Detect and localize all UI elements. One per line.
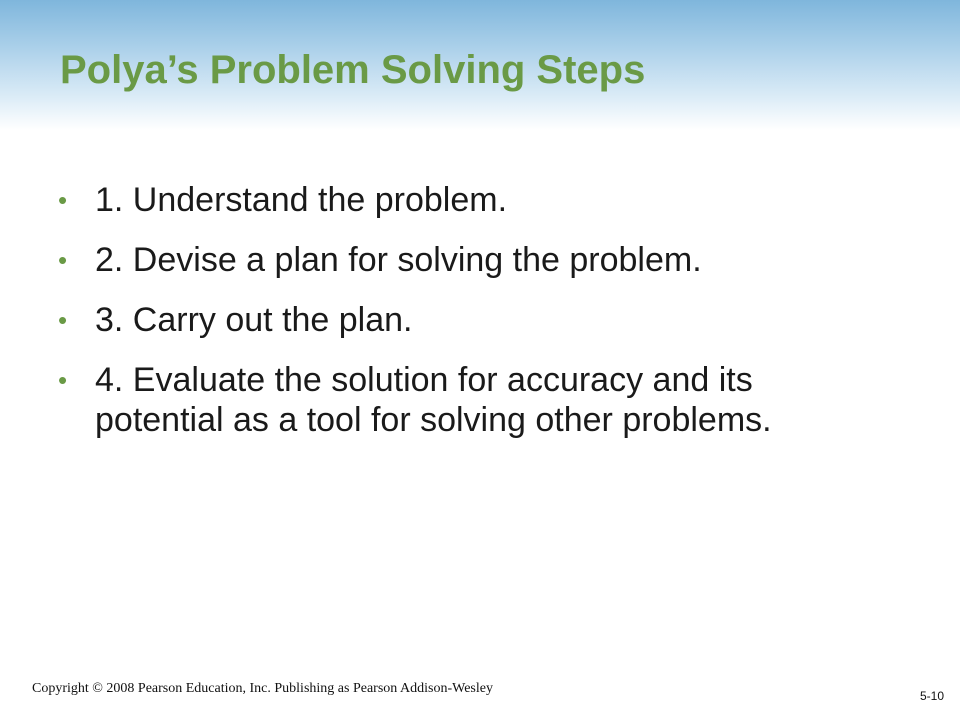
- bullet-text: 1. Understand the problem.: [95, 181, 508, 219]
- bullet-item-1: [58, 180, 878, 220]
- page-number: 5-10: [919, 689, 944, 703]
- bullet-text: 3. Carry out the plan.: [95, 301, 413, 339]
- bullet-text: 2. Devise a plan for solving the problem.: [95, 241, 702, 279]
- bullet-dot-icon: •: [58, 185, 68, 215]
- bullet-list: [58, 180, 878, 460]
- bullet-item-4: [58, 360, 878, 440]
- bullet-text: 4. Evaluate the solution for accuracy and its potential as a tool for solving other problems.: [95, 361, 772, 439]
- bullet-dot-icon: •: [58, 365, 68, 395]
- bullet-item-3: [58, 300, 878, 340]
- slide-title: Polya’s Problem Solving Steps: [60, 48, 646, 92]
- bullet-dot-icon: •: [58, 305, 68, 335]
- bullet-item-2: [58, 240, 878, 280]
- bullet-dot-icon: •: [58, 245, 68, 275]
- footer-copyright: Copyright © 2008 Pearson Education, Inc. Publishing as Pearson Addison-Wesley: [32, 681, 493, 696]
